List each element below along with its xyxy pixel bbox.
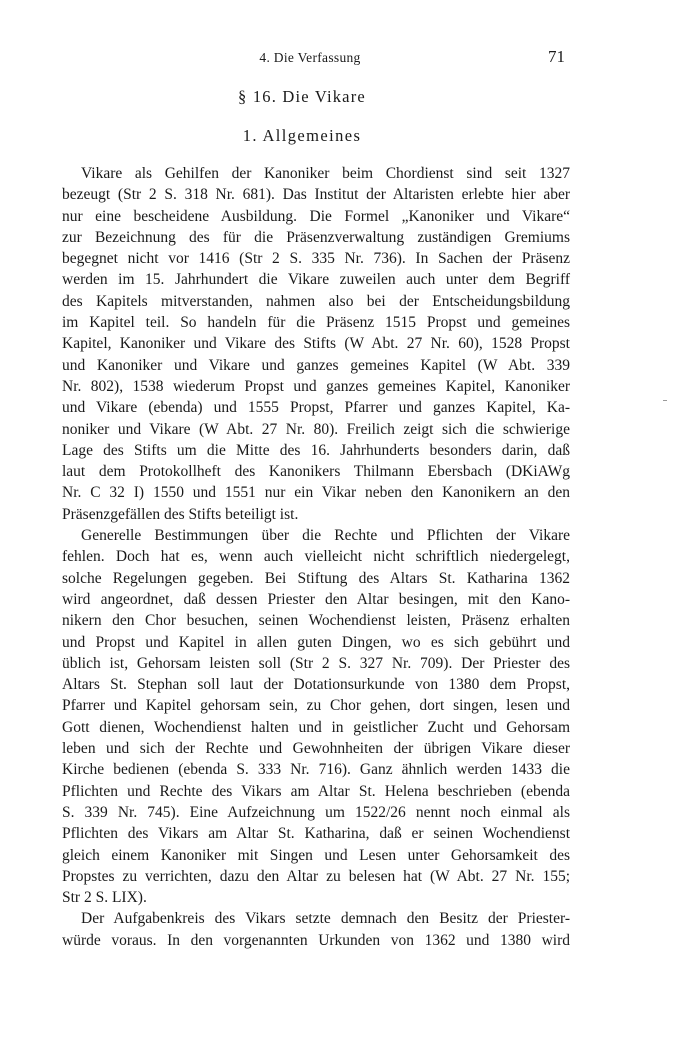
text-line: solche Regelungen gegeben. Bei Stiftung des Altars St. Katharina 1362	[62, 569, 570, 587]
text-line: noniker und Vikare (W Abt. 27 Nr. 80). Freilich zeigt sich die schwierige	[62, 420, 570, 438]
text-line: Nr. C 32 I) 1550 und 1551 nur ein Vikar neben den Kanonikern an den	[62, 484, 570, 502]
text-line: und Vikare (ebenda) und 1555 Propst, Pfarrer und ganzes Kapitel, Ka-	[62, 399, 570, 417]
text-line: Vikare als Gehilfen der Kanoniker beim Chordienst sind seit 1327	[81, 165, 570, 182]
text-line: Der Aufgabenkreis des Vikars setzte demnach den Besitz der Priester-	[81, 910, 570, 928]
text-line: und Kanoniker und Vikare und ganzes gemeines Kapitel (W Abt. 339	[62, 356, 570, 374]
body-text	[62, 163, 570, 951]
text-line: Propstes zu verrichten, dazu den Altar zu belesen hat (W Abt. 27 Nr. 155;	[62, 867, 570, 885]
text-line: Lage des Stifts um die Mitte des 16. Jahrhunderts besonders darin, daß	[62, 441, 570, 459]
text-line: Generelle Bestimmungen über die Rechte und Pflichten der Vikare	[81, 527, 570, 545]
text-line: laut dem Protokollheft des Kanonikers Thilmann Ebersbach (DKiAWg	[62, 463, 570, 481]
text-line: Kirche bedienen (ebenda S. 333 Nr. 716). Ganz ähnlich werden 1433 die	[62, 761, 570, 779]
text-line: S. 339 Nr. 745). Eine Aufzeichnung um 1522/26 nennt noch einmal als	[62, 803, 570, 821]
text-line: Präsenzgefällen des Stifts beteiligt ist.	[62, 505, 299, 523]
paragraph	[62, 525, 570, 908]
text-line: gleich einem Kanoniker mit Singen und Lesen unter Gehorsamkeit des	[62, 846, 570, 864]
text-line: Pflichten des Vikars am Altar St. Katharina, daß er seinen Wochendienst	[62, 825, 570, 843]
text-line: Kapitel, Kanoniker und Vikare des Stifts (W Abt. 27 Nr. 60), 1528 Propst	[62, 335, 570, 353]
text-line: fehlen. Doch hat es, wenn auch vielleicht nicht schriftlich niedergelegt,	[62, 548, 570, 566]
text-line: nur eine bescheidene Ausbildung. Die Formel „Kanoniker und Vikare“	[62, 207, 570, 225]
running-title: 4. Die Verfassung	[259, 50, 361, 65]
text-line: Pfarrer und Kapitel gehorsam sein, zu Chor gehen, dort singen, lesen und	[62, 697, 570, 715]
subsection-title: 1. Allgemeines	[242, 126, 362, 145]
text-line: und Propst und Kapitel in allen guten Dingen, wo es sich gebührt und	[62, 633, 570, 651]
text-line: nikern den Chor besuchen, seinen Wochendienst leisten, Präsenz erhalten	[62, 612, 570, 630]
text-line: Nr. 802), 1538 wiederum Propst und ganzes gemeines Kapitel, Kanoniker	[62, 377, 570, 395]
text-line: leben und sich der Rechte und Gewohnheiten der übrigen Vikare dieser	[62, 740, 570, 758]
text-line: wird angeordnet, daß dessen Priester den Altar besingen, mit den Kano-	[62, 590, 570, 608]
text-line: bezeugt (Str 2 S. 318 Nr. 681). Das Institut der Altaristen erlebte hier aber	[62, 186, 570, 204]
text-line: würde voraus. In den vorgenannten Urkunden von 1362 und 1380 wird	[62, 931, 570, 949]
section-title: § 16. Die Vikare	[238, 87, 366, 106]
text-line: begegnet nicht vor 1416 (Str 2 S. 335 Nr. 736). In Sachen der Präsenz	[62, 250, 570, 268]
text-line: Gott dienen, Wochendienst halten und in geistlicher Zucht und Gehorsam	[62, 718, 570, 736]
paragraph	[62, 908, 570, 951]
text-line: werden im 15. Jahrhundert die Vikare zuweilen auch unter dem Begriff	[62, 271, 570, 289]
page-number: 71	[548, 47, 565, 66]
text-line: des Kapitels mitverstanden, nahmen also bei der Entscheidungsbildung	[62, 292, 570, 310]
text-line: Str 2 S. LIX).	[62, 889, 147, 907]
text-line: im Kapitel teil. So handeln für die Präsenz 1515 Propst und gemeines	[62, 314, 570, 332]
text-line: Pflichten und Rechte des Vikars am Altar St. Helena beschrieben (ebenda	[62, 782, 570, 800]
running-head	[0, 47, 700, 69]
text-line: Altars St. Stephan soll laut der Dotationsurkunde von 1380 dem Propst,	[62, 676, 570, 694]
text-line: üblich ist, Gehorsam leisten soll (Str 2 S. 327 Nr. 709). Der Priester des	[62, 654, 570, 672]
margin-mark	[663, 400, 667, 401]
text-line: zur Bezeichnung des für die Präsenzverwaltung zuständigen Gremiums	[62, 228, 570, 246]
paragraph	[62, 163, 570, 525]
